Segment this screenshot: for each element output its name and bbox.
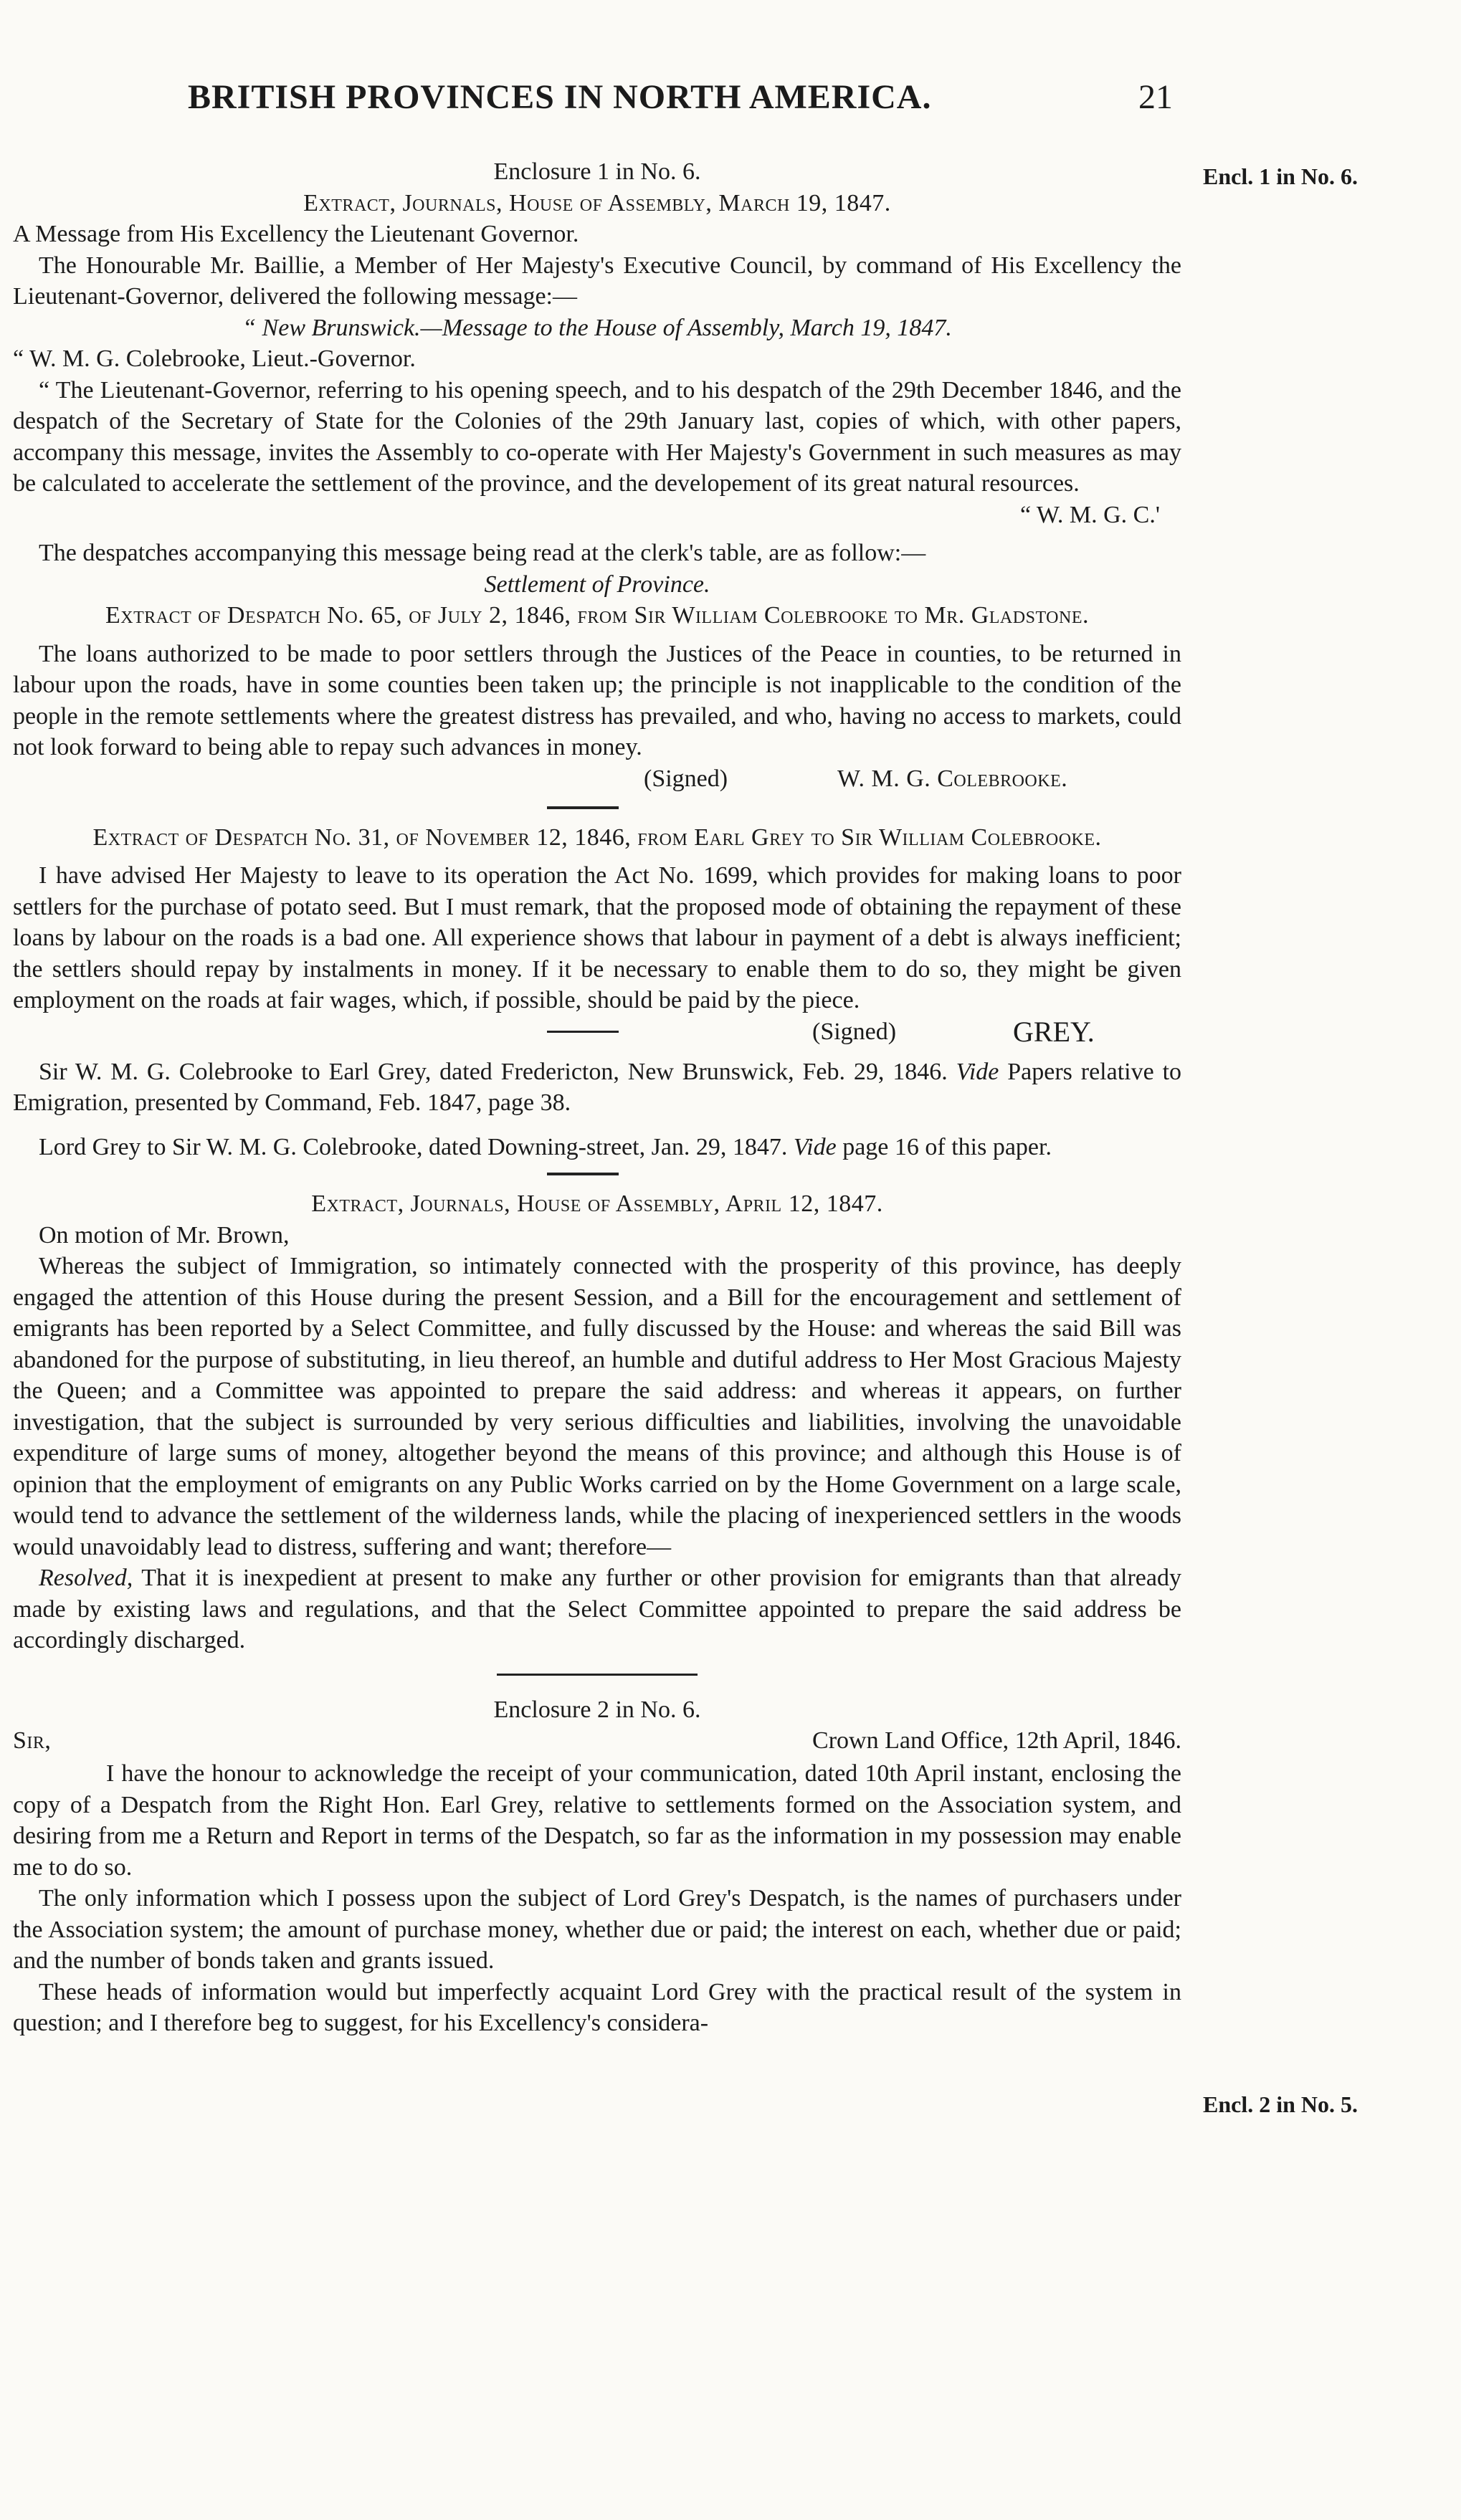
letter-header-row <box>13 1725 1181 1758</box>
signature-colebrooke: W. M. G. Colebrooke. <box>837 765 1068 792</box>
reference-grey-to-colebrooke: Lord Grey to Sir W. M. G. Colebrooke, dated Downing-street, Jan. 29, 1847. Vide page 16 of this paper. <box>39 1133 1052 1160</box>
signature-grey: GREY. <box>1013 1015 1095 1048</box>
whereas-paragraph: Whereas the subject of Immigration, so intimately connected with the prosperity of this province, has deeply engaged the attention of this House during the present Session, and a Bill for the encouragement and settlement of emigrants has been reported by a Select Committee, and fully discussed by the House: and whereas the said Bill was abandoned for the purpose of substituting, in lieu thereof, an humble and dutiful address to Her Most Gracious Majesty the Queen; and a Committee was appointed to prepare the said address: and whereas it appears, on further investigation, that the subject is surrounded by very serious difficulties and liabilities, involving the unavoidable expenditure of large sums of money, altogether beyond the means of this province; and although this House is of opinion that the employment of emigrants on any Public Works carried on by the Home Government on a large scale, would tend to advance the settlement of the wilderness lands, while the placing of inexperienced settlers in the woods would unavoidably lead to distress, suffering and want; therefore— <box>13 1253 1181 1560</box>
running-header-title: BRITISH PROVINCES IN NORTH AMERICA. <box>188 78 932 116</box>
advised-paragraph: I have advised Her Majesty to leave to its operation the Act No. 1699, which provides for making loans to poor settlers for the purchase of potato seed. But I must remark, that the proposed mode of obtaining the repayment of these loans by labour on the roads is a bad one. All experience shows that labour in payment of a debt is always inefficient; the settlers should repay by instalments in money. If it be necessary to enable them to do so, they might be given employment on the roads at fair wages, which, if possible, should be paid by the piece. <box>13 862 1181 1013</box>
divider <box>547 1173 619 1175</box>
margin-note-encl-1: Encl. 1 in No. 6. <box>1203 163 1358 189</box>
letter-paragraph-1: I have the honour to acknowledge the receipt of your communication, dated 10th April instant, enclosing the copy of a Despatch from the Right Hon. Earl Grey, relative to settlements formed on the Association system, and desiring from me a Return and Report in terms of the Despatch, so far as the information in my possession may enable me to do so. <box>13 1760 1181 1881</box>
new-brunswick-line: “ New Brunswick.—Message to the House of Assembly, March 19, 1847. <box>242 314 952 341</box>
signed-label: (Signed) <box>644 765 728 792</box>
main-column <box>13 156 1181 2039</box>
extract-journals-heading-april: Extract, Journals, House of Assembly, April 12, 1847. <box>311 1190 883 1217</box>
resolved-paragraph: Resolved, That it is inexpedient at present to make any further or other provision for emigrants than that already made by existing laws and regulations, and that the Select Committee appointed to prepare the said address be accordingly discharged. <box>13 1565 1181 1653</box>
place-date: Crown Land Office, 12th April, 1846. <box>812 1727 1181 1754</box>
page-number: 21 <box>1138 78 1173 116</box>
despatches-paragraph: The despatches accompanying this message being read at the clerk's table, are as follow:— <box>39 540 926 566</box>
signer-line: “ W. M. G. Colebrooke, Lieut.-Governor. <box>13 345 416 372</box>
reference-colebrooke-to-grey: Sir W. M. G. Colebrooke to Earl Grey, dated Fredericton, New Brunswick, Feb. 29, 1846. Vide Papers relative to Emigration, presented by Command, Feb. 1847, page 38. <box>13 1058 1182 1116</box>
margin-note-encl-2: Encl. 2 in No. 5. <box>1203 2091 1358 2117</box>
settlement-heading: Settlement of Province. <box>484 571 710 598</box>
divider <box>547 806 619 809</box>
despatch-31-heading: Extract of Despatch No. 31, of November 12, 1846, from Earl Grey to Sir William Colebrooke. <box>92 824 1102 851</box>
honourable-paragraph: The Honourable Mr. Baillie, a Member of Her Majesty's Executive Council, by command of His Excellency the Lieutenant-Governor, delivered the following message:— <box>13 252 1181 310</box>
short-rule <box>547 1031 619 1033</box>
despatch-65-heading: Extract of Despatch No. 65, of July 2, 1846, from Sir William Colebrooke to Mr. Gladstone. <box>105 602 1089 629</box>
signature-row-2 <box>13 1016 1181 1049</box>
enclosure-2-heading: Enclosure 2 in No. 6. <box>493 1696 701 1723</box>
signed-label: (Signed) <box>812 1018 897 1045</box>
initials-line: “ W. M. G. C.' <box>1019 501 1160 528</box>
motion-line: On motion of Mr. Brown, <box>39 1221 290 1249</box>
loans-paragraph: The loans authorized to be made to poor settlers through the Justices of the Peace in counties, to be returned in labour upon the roads, have in some counties been taken up; the principle is not inapplicable to the condition of the people in the remote settlements where the greatest distress has prevailed, and who, having no access to markets, could not look forward to being able to repay such advances in money. <box>13 640 1181 760</box>
enclosure-1-heading: Enclosure 1 in No. 6. <box>493 158 701 185</box>
signature-row-1 <box>13 763 1181 796</box>
salutation: Sir, <box>13 1727 52 1754</box>
letter-paragraph-2: The only information which I possess upon the subject of Lord Grey's Despatch, is the names of purchasers under the Association system; the amount of purchase money, whether due or paid; the interest on each, whether due or paid; and the number of bonds taken and grants issued. <box>13 1885 1181 1974</box>
section-divider <box>497 1674 698 1676</box>
lieutenant-governor-paragraph: “ The Lieutenant-Governor, referring to his opening speech, and to his despatch of the 29th December 1846, and the despatch of the Secretary of State for the Colonies of the 29th January last, copies of which, with other papers, accompany this message, invites the Assembly to co-operate with Her Majesty's Government in such measures as may be calculated to accelerate the settlement of the province, and the developement of its great natural resources. <box>13 376 1181 497</box>
letter-paragraph-3: These heads of information would but imperfectly acquaint Lord Grey with the practical result of the system in question; and I therefore beg to suggest, for his Excellency's considera- <box>13 1978 1181 2036</box>
extract-journals-heading-march: Extract, Journals, House of Assembly, March 19, 1847. <box>303 189 891 216</box>
message-line: A Message from His Excellency the Lieutenant Governor. <box>13 221 579 247</box>
